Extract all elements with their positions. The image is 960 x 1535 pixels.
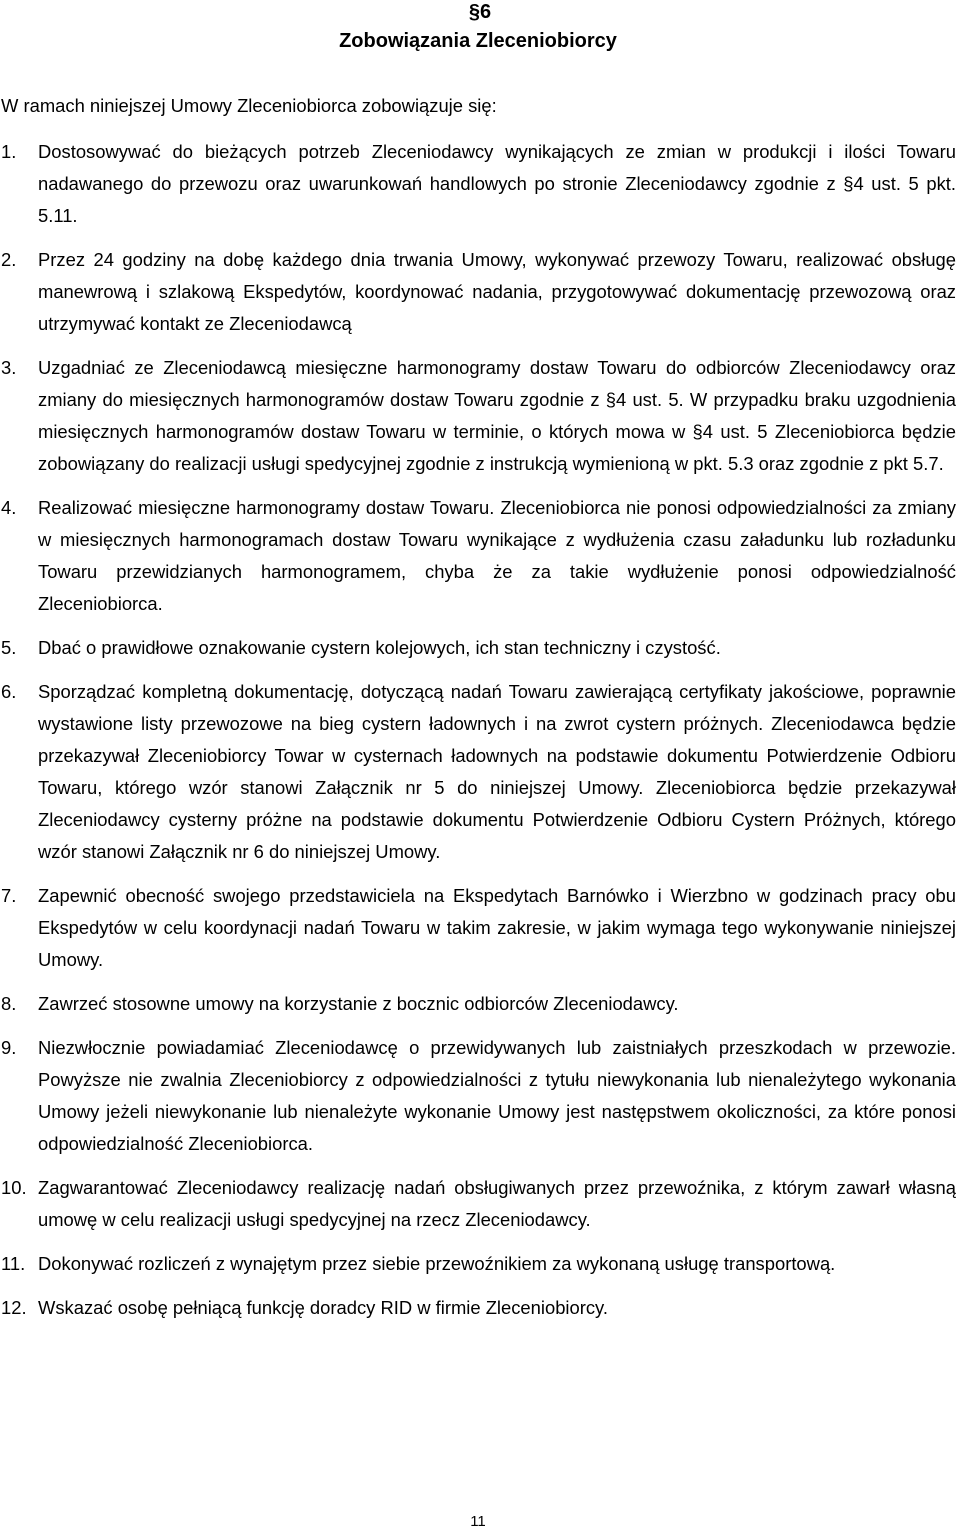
list-item [0,988,960,1020]
list-item [0,136,960,232]
item-number: 11. [1,1253,26,1274]
obligations-list [0,136,960,1336]
item-text: Dokonywać rozliczeń z wynajętym przez siebie przewoźnikiem za wykonaną usługę transportową. [38,1253,836,1274]
item-text: Realizować miesięczne harmonogramy dostaw Towaru. Zleceniobiorca nie ponosi odpowiedzialności za zmiany w miesięcznych harmonogramach dostaw Towaru wynikające z wydłużenia czasu załadunku lub rozładunku Towaru przewidzianych harmonogramem, chyba że za takie wydłużenie ponosi odpowiedzialność Zleceniobiorca. [38,497,956,614]
item-text: Zapewnić obecność swojego przedstawiciela na Ekspedytach Barnówko i Wierzbno w godzinach pracy obu Ekspedytów w celu koordynacji nadań Towaru w takim zakresie, w jakim wymaga tego wykonywanie niniejszej Umowy. [38,885,956,970]
list-item [0,1172,960,1236]
item-text: Uzgadniać ze Zleceniodawcą miesięczne harmonogramy dostaw Towaru do odbiorców Zleceniodawcy oraz zmiany do miesięcznych harmonogramów dostaw Towaru zgodnie z §4 ust. 5. W przypadku braku uzgodnienia miesięcznych harmonogramów dostaw Towaru w terminie, o których mowa w §4 ust. 5 Zleceniobiorca będzie zobowiązany do realizacji usługi spedycyjnej zgodnie z instrukcją wymienioną w pkt. 5.3 oraz zgodnie z pkt 5.7. [38,357,956,474]
list-item [0,880,960,976]
item-number: 2. [1,249,17,270]
item-number: 10. [1,1177,27,1198]
list-item [0,676,960,868]
item-text: Niezwłocznie powiadamiać Zleceniodawcę o przewidywanych lub zaistniałych przeszkodach w przewozie. Powyższe nie zwalnia Zleceniobiorcy z odpowiedzialności z tytułu niewykonania lub nienależytego wykonania Umowy jeżeli niewykonanie lub nienależyte wykonanie Umowy jest następstwem okoliczności, za które ponosi odpowiedzialność Zleceniobiorca. [38,1037,956,1154]
list-item [0,1032,960,1160]
item-text: Sporządzać kompletną dokumentację, dotyczącą nadań Towaru zawierającą certyfikaty jakościowe, poprawnie wystawione listy przewozowe na bieg cystern ładownych i na zwrot cystern próżnych. Zleceniodawca będzie przekazywał Zleceniobiorcy Towar w cysternach ładownych na podstawie dokumentu Potwierdzenie Odbioru Towaru, którego wzór stanowi Załącznik nr 5 do niniejszej Umowy. Zleceniobiorca będzie przekazywał Zleceniodawcy cysterny próżne na podstawie dokumentu Potwierdzenie Odbioru Cystern Próżnych, którego wzór stanowi Załącznik nr 6 do niniejszej Umowy. [38,681,956,862]
intro-paragraph: W ramach niniejszej Umowy Zleceniobiorca zobowiązuje się: [1,95,497,116]
list-item [0,352,960,480]
item-text: Przez 24 godziny na dobę każdego dnia trwania Umowy, wykonywać przewozy Towaru, realizować obsługę manewrową i szlakową Ekspedytów, koordynować nadania, przygotowywać dokumentację przewozową oraz utrzymywać kontakt ze Zleceniodawcą [38,249,956,334]
item-number: 8. [1,993,17,1014]
item-text: Zawrzeć stosowne umowy na korzystanie z bocznic odbiorców Zleceniodawcy. [38,993,679,1014]
item-number: 7. [1,885,17,906]
item-text: Zagwarantować Zleceniodawcy realizację nadań obsługiwanych przez przewoźnika, z którym zawarł własną umowę w celu realizacji usługi spedycyjnej na rzecz Zleceniodawcy. [38,1177,956,1230]
section-number: §6 [468,1,492,23]
list-item [0,1292,960,1324]
item-text: Dbać o prawidłowe oznakowanie cystern kolejowych, ich stan techniczny i czystość. [38,637,721,658]
item-number: 6. [1,681,17,702]
item-number: 3. [1,357,17,378]
section-title: Zobowiązania Zleceniobiorcy [339,30,617,52]
list-item [0,492,960,620]
list-item [0,1248,960,1280]
item-number: 4. [1,497,17,518]
page-number: 11 [470,1513,486,1530]
item-text: Dostosowywać do bieżących potrzeb Zleceniodawcy wynikających ze zmian w produkcji i ilości Towaru nadawanego do przewozu oraz uwarunkowań handlowych po stronie Zleceniodawcy zgodnie z §4 ust. 5 pkt. 5.11. [38,141,956,226]
list-item [0,244,960,340]
list-item [0,632,960,664]
item-number: 1. [1,141,17,162]
item-number: 5. [1,637,17,658]
item-number: 9. [1,1037,17,1058]
item-text: Wskazać osobę pełniącą funkcję doradcy RID w firmie Zleceniobiorcy. [38,1297,609,1318]
item-number: 12. [1,1297,27,1318]
